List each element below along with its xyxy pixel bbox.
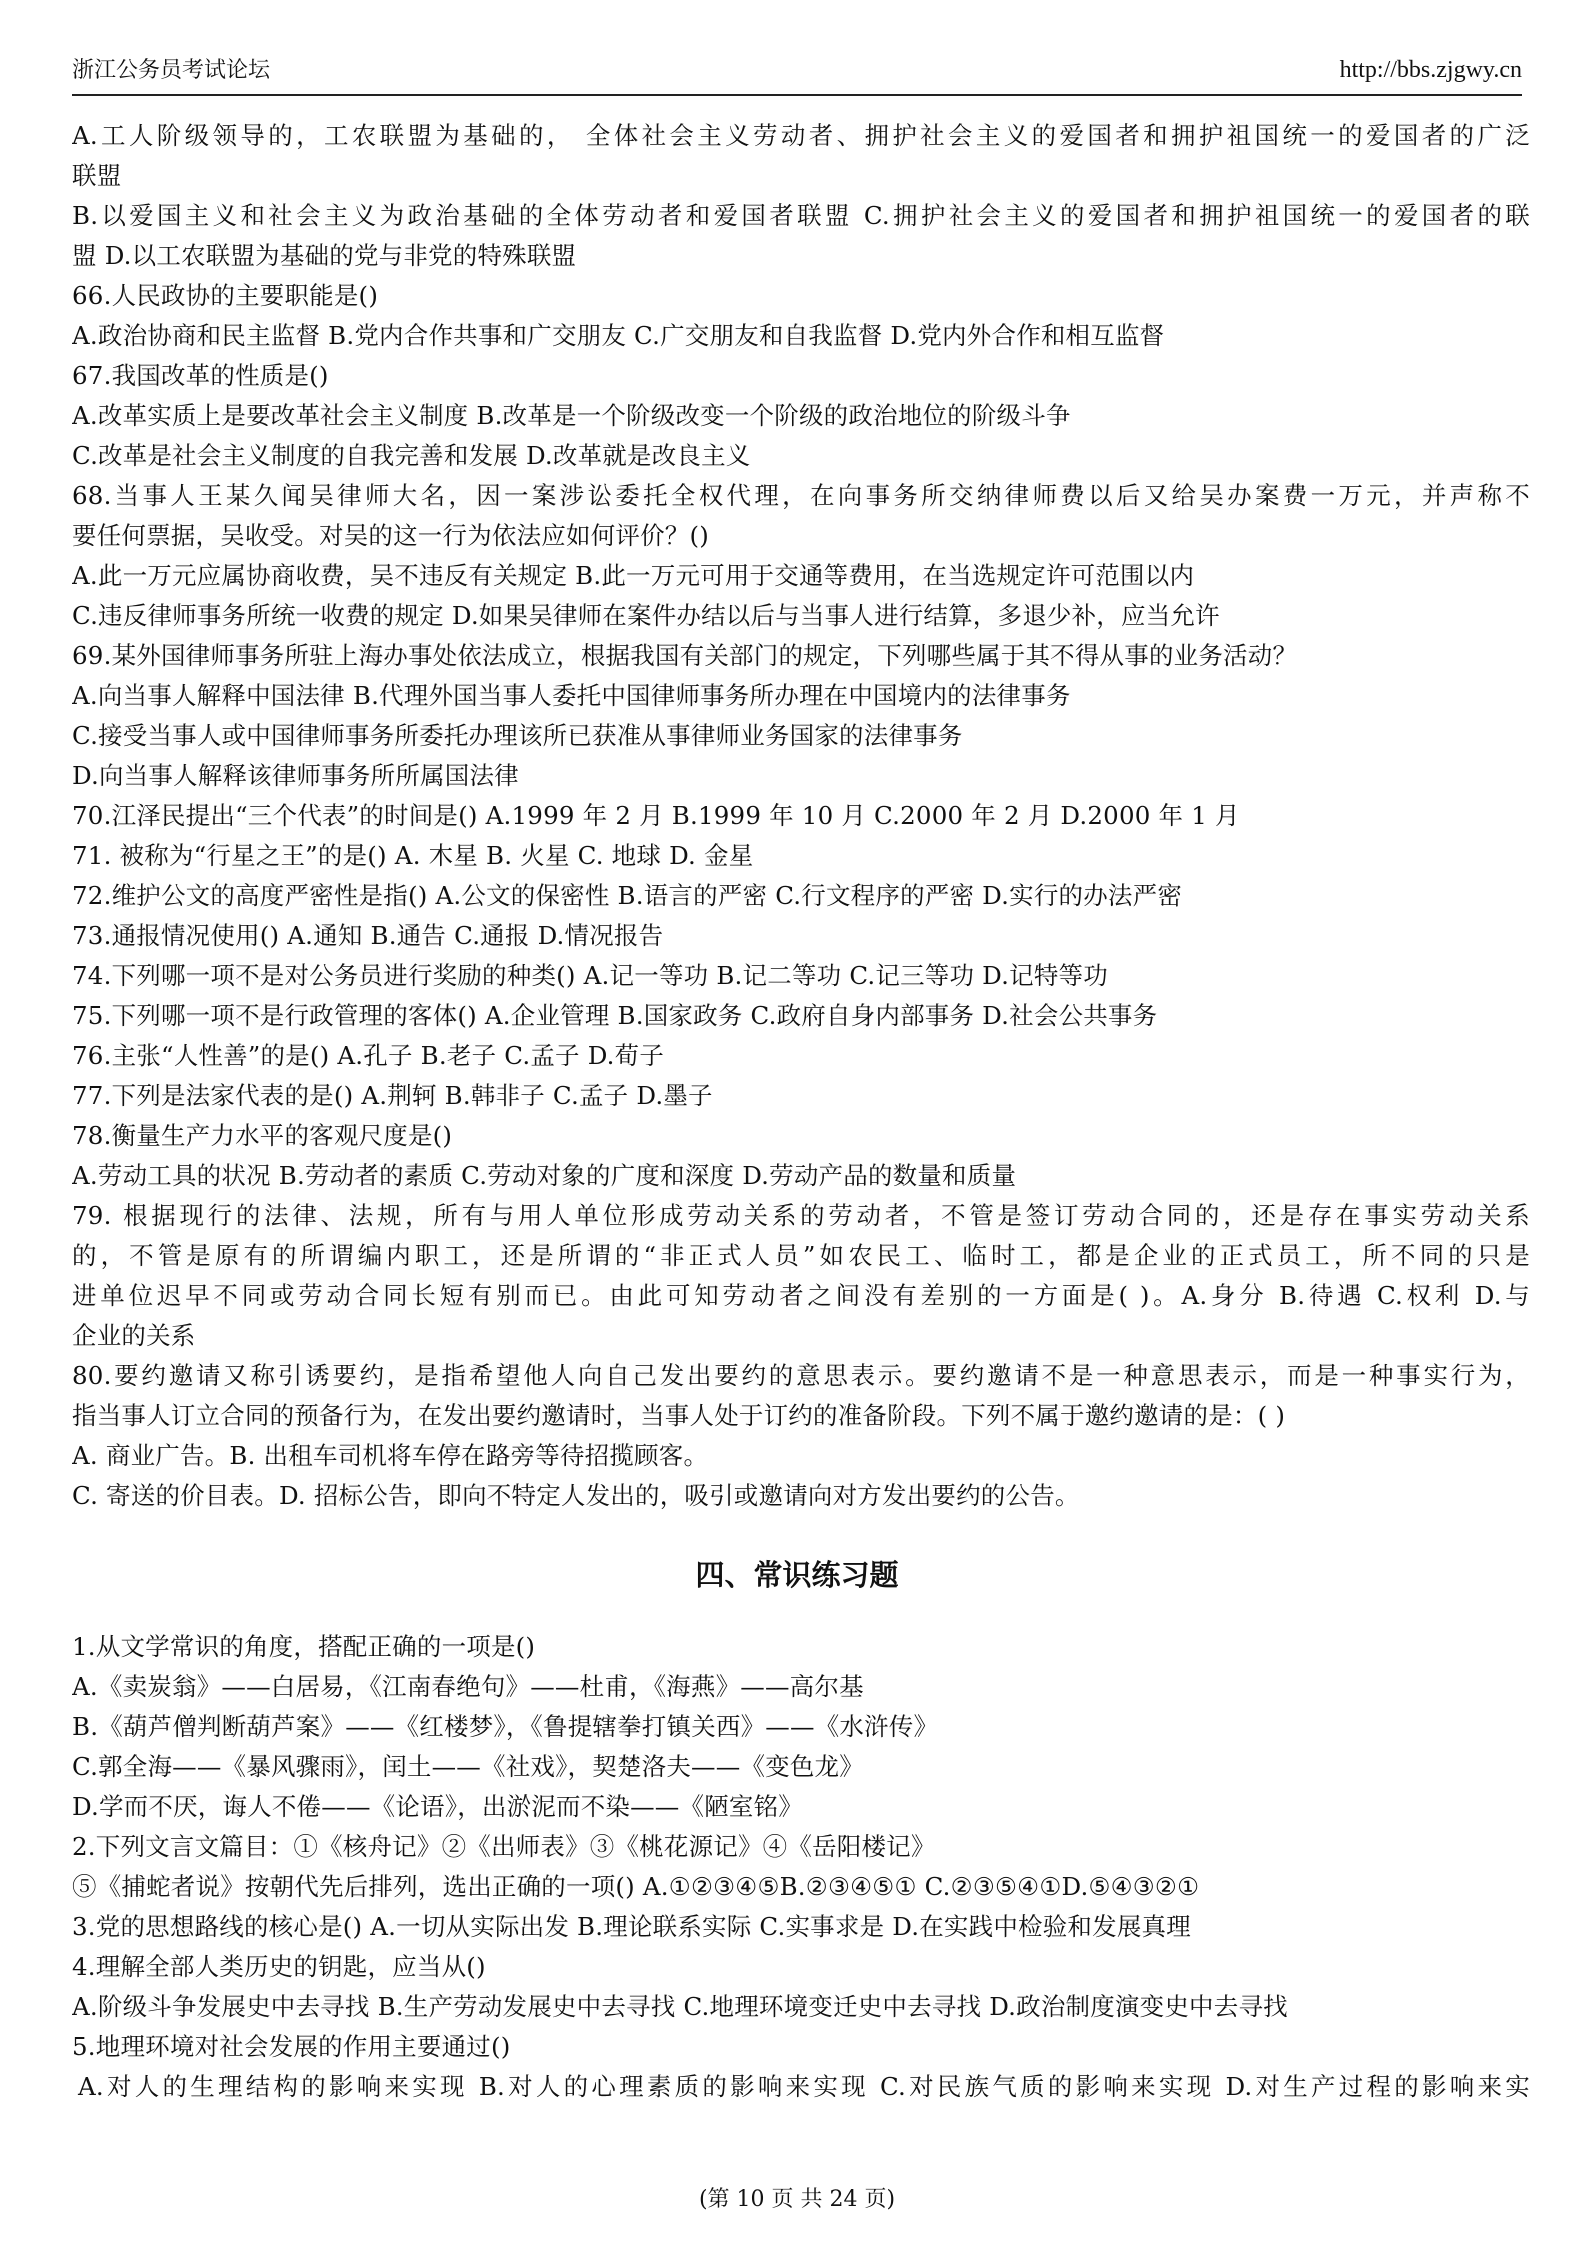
- text-line: C.接受当事人或中国律师事务所委托办理该所已获准从事律师业务国家的法律事务: [72, 721, 963, 750]
- text-line: A.向当事人解释中国法律 B.代理外国当事人委托中国律师事务所办理在中国境内的法律事务: [72, 681, 1071, 710]
- text-line: 70.江泽民提出“三个代表”的时间是() A.1999 年 2 月 B.1999 年 10 月 C.2000 年 2 月 D.2000 年 1 月: [72, 801, 1240, 830]
- question-text-bottom: [72, 1627, 1530, 2107]
- text-line: 2.下列文言文篇目：①《核舟记》②《出师表》③《桃花源记》④《岳阳楼记》: [72, 1832, 936, 1861]
- text-line: 5.地理环境对社会发展的作用主要通过(): [72, 2032, 511, 2061]
- text-line: 69.某外国律师事务所驻上海办事处依法成立，根据我国有关部门的规定，下列哪些属于其不得从事的业务活动？: [72, 641, 1298, 670]
- site-name: 浙江公务员考试论坛: [72, 58, 271, 83]
- text-line: C.改革是社会主义制度的自我完善和发展 D.改革就是改良主义: [72, 441, 751, 470]
- text-line: 盟 D.以工农联盟为基础的党与非党的特殊联盟: [72, 241, 577, 270]
- question-text-top: [72, 116, 1530, 1516]
- text-line: 66.人民政协的主要职能是(): [72, 281, 379, 310]
- text-line: A.对人的生理结构的影响来实现 B.对人的心理素质的影响来实现 C.对民族气质的影响来实现 D.对生产过程的影响来实: [78, 2072, 1530, 2101]
- text-line: 要任何票据，吴收受。对吴的这一行为依法应如何评价？(): [72, 521, 710, 550]
- text-line: 指当事人订立合同的预备行为，在发出要约邀请时，当事人处于订约的准备阶段。下列不属于邀约邀请的是：( ): [72, 1401, 1286, 1430]
- text-line: B.《葫芦僧判断葫芦案》——《红楼梦》，《鲁提辖拳打镇关西》——《水浒传》: [72, 1712, 939, 1741]
- text-line: D.向当事人解释该律师事务所所属国法律: [72, 761, 519, 790]
- text-line: A.阶级斗争发展史中去寻找 B.生产劳动发展史中去寻找 C.地理环境变迁史中去寻找 D.政治制度演变史中去寻找: [72, 1992, 1288, 2021]
- text-line: 75.下列哪一项不是行政管理的客体() A.企业管理 B.国家政务 C.政府自身内部事务 D.社会公共事务: [72, 1001, 1158, 1030]
- text-line: A.劳动工具的状况 B.劳动者的素质 C.劳动对象的广度和深度 D.劳动产品的数量和质量: [72, 1161, 1017, 1190]
- text-line: B.以爱国主义和社会主义为政治基础的全体劳动者和爱国者联盟 C.拥护社会主义的爱国者和拥护祖国统一的爱国者的联: [72, 201, 1530, 230]
- text-line: A. 商业广告。B. 出租车司机将车停在路旁等待招揽顾客。: [72, 1441, 709, 1470]
- text-line: 的，不管是原有的所谓编内职工，还是所谓的“非正式人员”如农民工、临时工，都是企业的正式员工，所不同的只是: [72, 1241, 1530, 1270]
- section-title: 四、常识练习题: [695, 1558, 899, 1592]
- text-line: A.政治协商和民主监督 B.党内合作共事和广交朋友 C.广交朋友和自我监督 D.党内外合作和相互监督: [72, 321, 1165, 350]
- text-line: 1.从文学常识的角度，搭配正确的一项是(): [72, 1632, 536, 1661]
- text-line: C.郭全海——《暴风骤雨》，闰土——《社戏》，契楚洛夫——《变色龙》: [72, 1752, 864, 1781]
- text-line: D.学而不厌，诲人不倦——《论语》，出淤泥而不染——《陋室铭》: [72, 1792, 804, 1821]
- text-line: 71. 被称为“行星之王”的是() A. 木星 B. 火星 C. 地球 D. 金星: [72, 841, 754, 870]
- text-line: 3.党的思想路线的核心是() A.一切从实际出发 B.理论联系实际 C.实事求是 D.在实践中检验和发展真理: [72, 1912, 1191, 1941]
- page-number: (第 10 页 共 24 页): [698, 2187, 896, 2212]
- text-line: A.此一万元应属协商收费，吴不违反有关规定 B.此一万元可用于交通等费用，在当选规定许可范围以内: [72, 561, 1195, 590]
- text-line: ⑤《捕蛇者说》按朝代先后排列，选出正确的一项() A.①②③④⑤B.②③④⑤① C.②③⑤④①D.⑤④③②①: [72, 1872, 1200, 1901]
- page-header: [72, 50, 1522, 96]
- text-line: A.工人阶级领导的，工农联盟为基础的， 全体社会主义劳动者、拥护社会主义的爱国者和拥护祖国统一的爱国者的广泛: [72, 121, 1530, 150]
- text-line: A.改革实质上是要改革社会主义制度 B.改革是一个阶级改变一个阶级的政治地位的阶级斗争: [72, 401, 1071, 430]
- text-line: 74.下列哪一项不是对公务员进行奖励的种类() A.记一等功 B.记二等功 C.记三等功 D.记特等功: [72, 961, 1108, 990]
- text-line: 进单位迟早不同或劳动合同长短有别而已。由此可知劳动者之间没有差别的一方面是( )。A.身分 B.待遇 C.权利 D.与: [72, 1281, 1530, 1310]
- text-line: C. 寄送的价目表。D. 招标公告，即向不特定人发出的，吸引或邀请向对方发出要约的公告。: [72, 1481, 1080, 1510]
- text-line: 80.要约邀请又称引诱要约，是指希望他人向自己发出要约的意思表示。要约邀请不是一种意思表示，而是一种事实行为，: [72, 1361, 1530, 1390]
- text-line: A.《卖炭翁》——白居易，《江南春绝句》——杜甫，《海燕》——高尔基: [72, 1672, 864, 1701]
- text-line: 76.主张“人性善”的是() A.孔子 B.老子 C.孟子 D.荀子: [72, 1041, 665, 1070]
- text-line: 4.理解全部人类历史的钥匙，应当从(): [72, 1952, 486, 1981]
- text-line: 联盟: [72, 161, 122, 190]
- text-line: 79. 根据现行的法律、法规，所有与用人单位形成劳动关系的劳动者，不管是签订劳动合同的，还是存在事实劳动关系: [72, 1201, 1530, 1230]
- text-line: C.违反律师事务所统一收费的规定 D.如果吴律师在案件办结以后与当事人进行结算，多退少补，应当允许: [72, 601, 1220, 630]
- text-line: 企业的关系: [72, 1321, 196, 1350]
- text-line: 72.维护公文的高度严密性是指() A.公文的保密性 B.语言的严密 C.行文程序的严密 D.实行的办法严密: [72, 881, 1183, 910]
- text-line: 78.衡量生产力水平的客观尺度是(): [72, 1121, 453, 1150]
- text-line: 68.当事人王某久闻吴律师大名，因一案涉讼委托全权代理，在向事务所交纳律师费以后又给吴办案费一万元，并声称不: [72, 481, 1530, 510]
- site-url: http://bbs.zjgwy.cn: [1339, 57, 1522, 83]
- text-line: 77.下列是法家代表的是() A.荆轲 B.韩非子 C.孟子 D.墨子: [72, 1081, 713, 1110]
- text-line: 73.通报情况使用() A.通知 B.通告 C.通报 D.情况报告: [72, 921, 664, 950]
- text-line: 67.我国改革的性质是(): [72, 361, 329, 390]
